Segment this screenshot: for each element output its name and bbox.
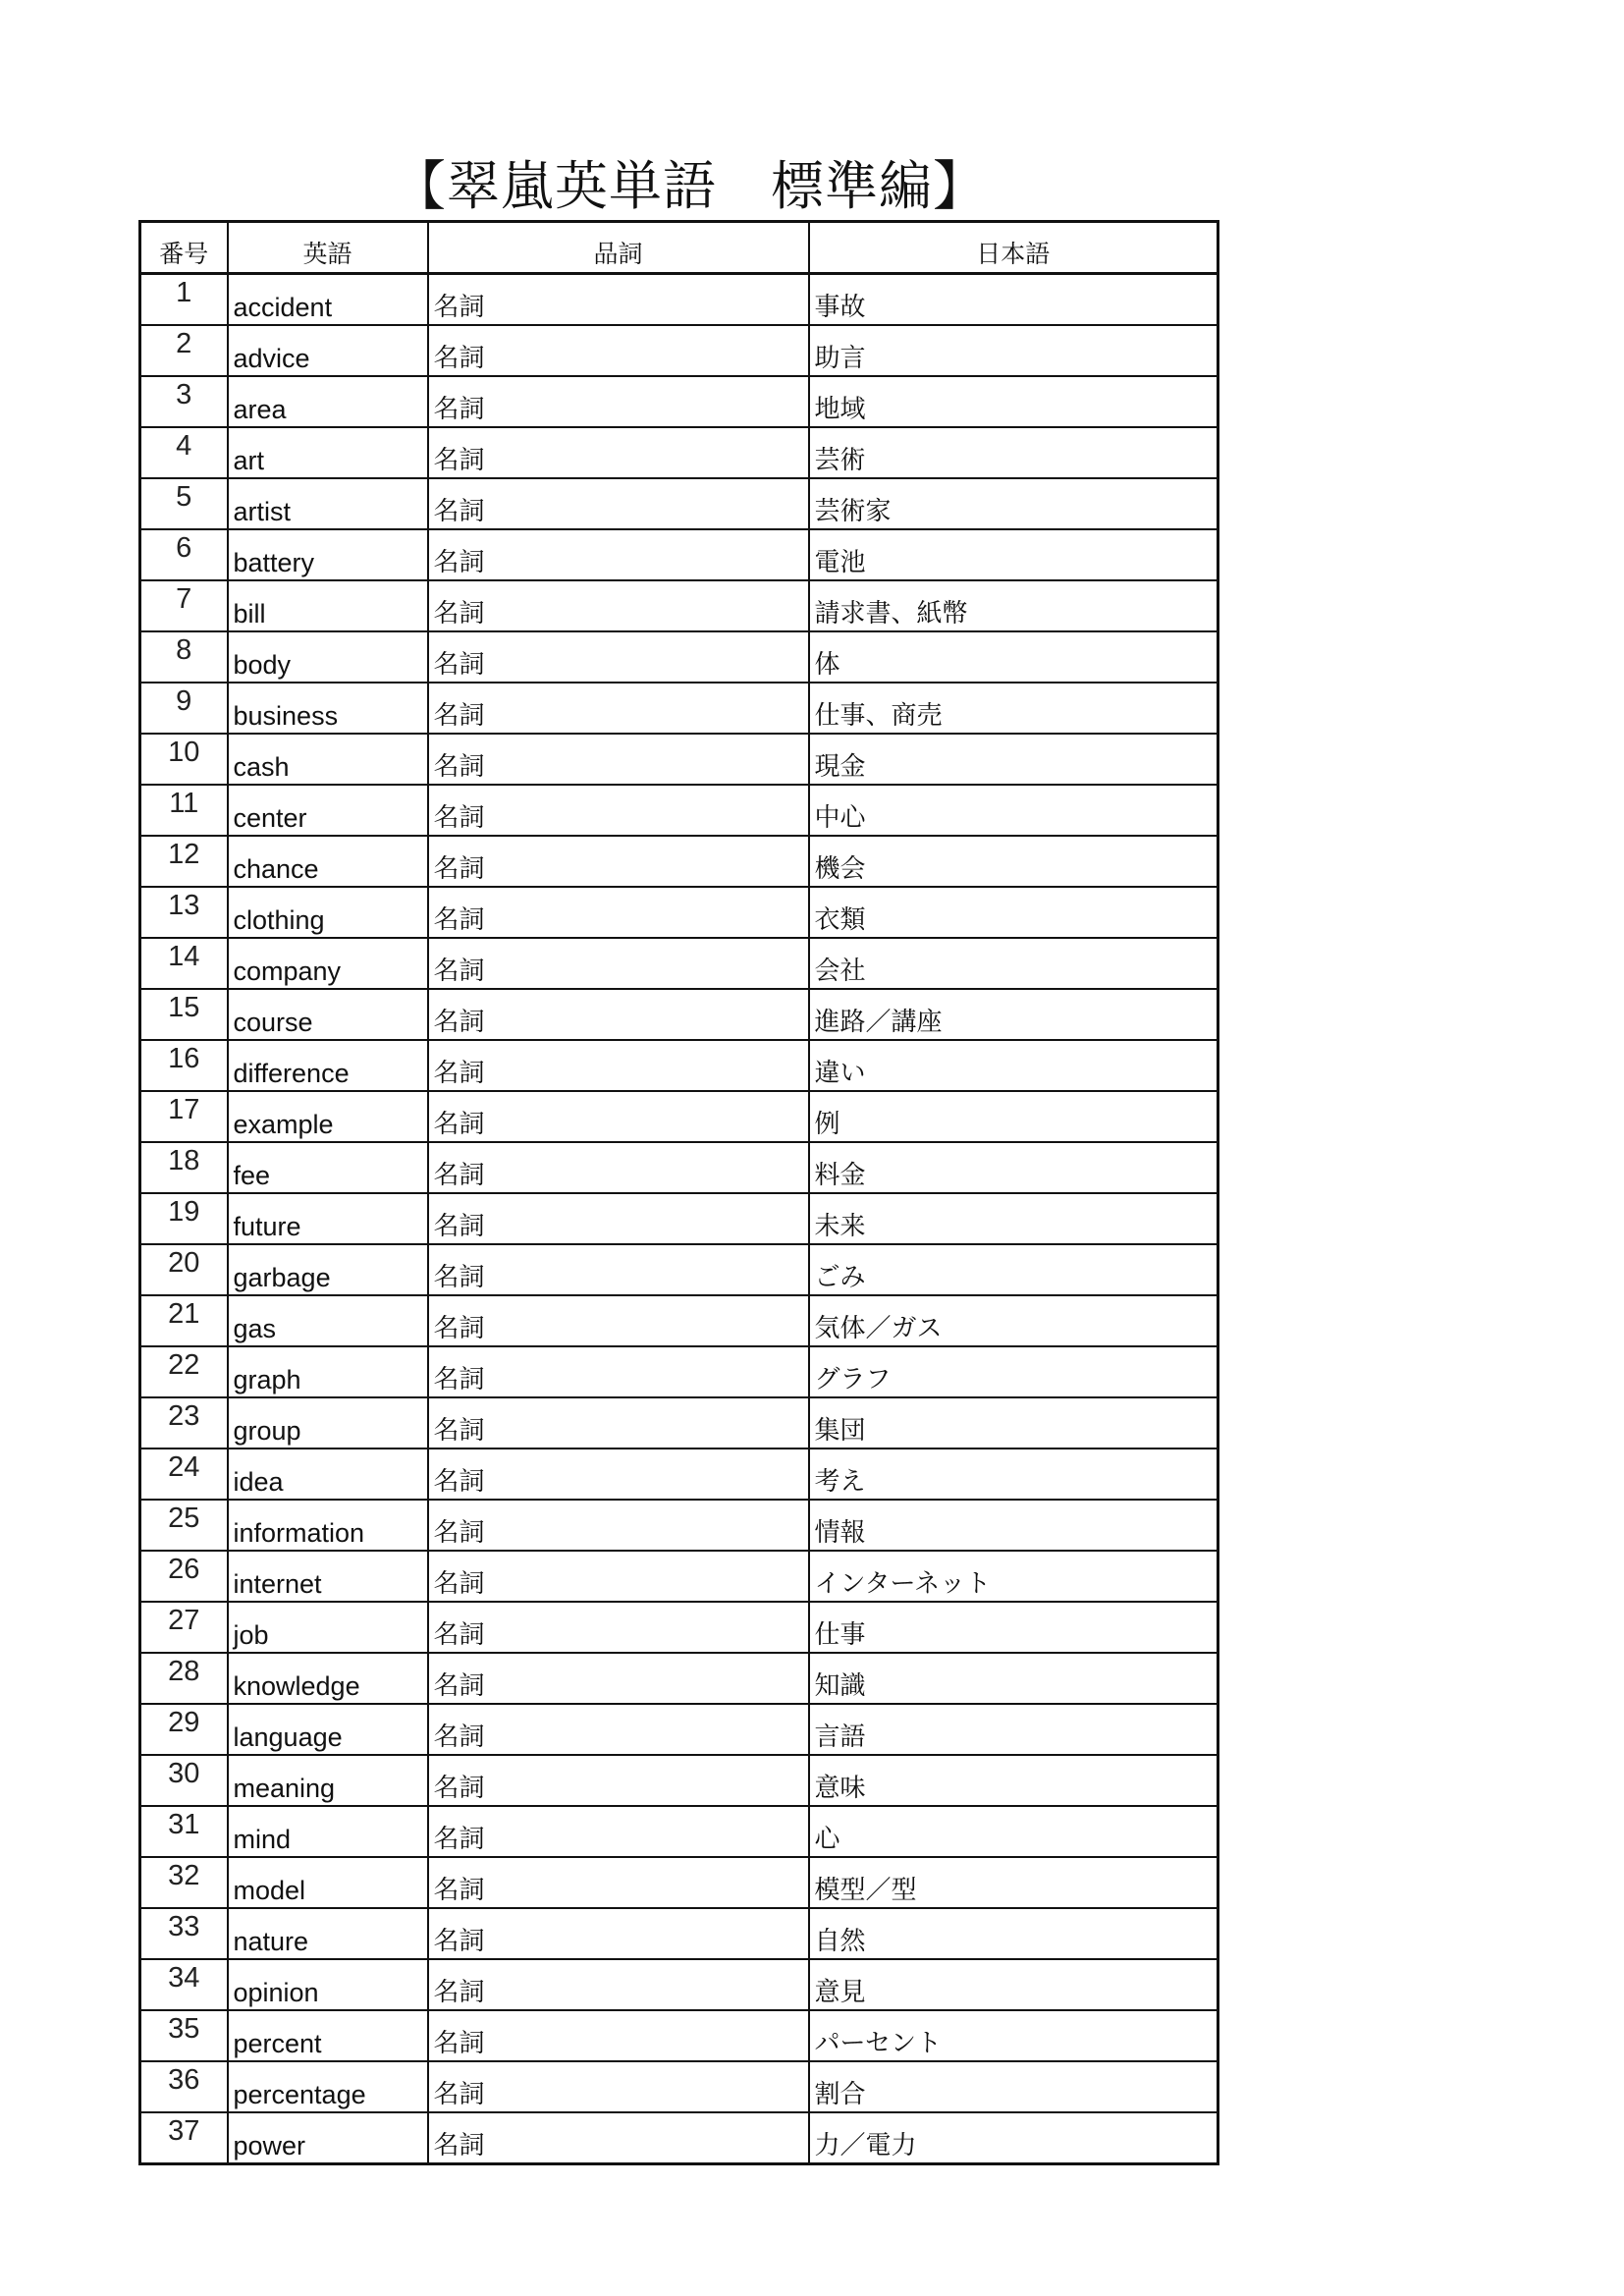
vocabulary-table	[138, 220, 1219, 2165]
part-of-speech: 名詞	[428, 1806, 809, 1857]
part-of-speech: 名詞	[428, 1704, 809, 1755]
row-number: 32	[140, 1857, 228, 1908]
part-of-speech: 名詞	[428, 1193, 809, 1244]
english-word: center	[228, 785, 428, 836]
english-word: artist	[228, 478, 428, 529]
row-number: 8	[140, 631, 228, 683]
japanese-meaning: 料金	[809, 1142, 1218, 1193]
table-row	[140, 938, 1218, 989]
row-number: 12	[140, 836, 228, 887]
english-word: language	[228, 1704, 428, 1755]
table-row	[140, 1653, 1218, 1704]
part-of-speech: 名詞	[428, 2112, 809, 2164]
table-row	[140, 580, 1218, 631]
row-number: 29	[140, 1704, 228, 1755]
english-word: chance	[228, 836, 428, 887]
japanese-meaning: 会社	[809, 938, 1218, 989]
row-number: 10	[140, 734, 228, 785]
table-row	[140, 427, 1218, 478]
japanese-meaning: 助言	[809, 325, 1218, 376]
english-word: future	[228, 1193, 428, 1244]
header-number: 番号	[140, 222, 228, 274]
part-of-speech: 名詞	[428, 1653, 809, 1704]
japanese-meaning: 仕事、商売	[809, 683, 1218, 734]
part-of-speech: 名詞	[428, 1500, 809, 1551]
part-of-speech: 名詞	[428, 1142, 809, 1193]
japanese-meaning: 機会	[809, 836, 1218, 887]
japanese-meaning: 事故	[809, 274, 1218, 326]
row-number: 15	[140, 989, 228, 1040]
part-of-speech: 名詞	[428, 580, 809, 631]
table-row	[140, 683, 1218, 734]
table-row	[140, 1857, 1218, 1908]
english-word: accident	[228, 274, 428, 326]
row-number: 30	[140, 1755, 228, 1806]
japanese-meaning: 言語	[809, 1704, 1218, 1755]
english-word: area	[228, 376, 428, 427]
part-of-speech: 名詞	[428, 325, 809, 376]
english-word: nature	[228, 1908, 428, 1959]
row-number: 33	[140, 1908, 228, 1959]
row-number: 37	[140, 2112, 228, 2164]
english-word: idea	[228, 1449, 428, 1500]
japanese-meaning: 自然	[809, 1908, 1218, 1959]
row-number: 16	[140, 1040, 228, 1091]
part-of-speech: 名詞	[428, 1959, 809, 2010]
japanese-meaning: 芸術家	[809, 478, 1218, 529]
english-word: information	[228, 1500, 428, 1551]
table-header-row	[140, 222, 1218, 274]
table-row	[140, 1193, 1218, 1244]
japanese-meaning: グラフ	[809, 1346, 1218, 1397]
row-number: 34	[140, 1959, 228, 2010]
part-of-speech: 名詞	[428, 2010, 809, 2061]
english-word: power	[228, 2112, 428, 2164]
english-word: cash	[228, 734, 428, 785]
japanese-meaning: ごみ	[809, 1244, 1218, 1295]
header-part-of-speech: 品詞	[428, 222, 809, 274]
table-row	[140, 1908, 1218, 1959]
english-word: garbage	[228, 1244, 428, 1295]
english-word: battery	[228, 529, 428, 580]
english-word: internet	[228, 1551, 428, 1602]
row-number: 17	[140, 1091, 228, 1142]
part-of-speech: 名詞	[428, 1755, 809, 1806]
row-number: 35	[140, 2010, 228, 2061]
english-word: percentage	[228, 2061, 428, 2112]
part-of-speech: 名詞	[428, 1449, 809, 1500]
english-word: knowledge	[228, 1653, 428, 1704]
part-of-speech: 名詞	[428, 1244, 809, 1295]
japanese-meaning: 違い	[809, 1040, 1218, 1091]
japanese-meaning: 割合	[809, 2061, 1218, 2112]
part-of-speech: 名詞	[428, 836, 809, 887]
table-row	[140, 274, 1218, 326]
table-row	[140, 2112, 1218, 2164]
row-number: 9	[140, 683, 228, 734]
row-number: 21	[140, 1295, 228, 1346]
part-of-speech: 名詞	[428, 427, 809, 478]
row-number: 20	[140, 1244, 228, 1295]
row-number: 28	[140, 1653, 228, 1704]
part-of-speech: 名詞	[428, 1908, 809, 1959]
row-number: 5	[140, 478, 228, 529]
english-word: example	[228, 1091, 428, 1142]
english-word: company	[228, 938, 428, 989]
english-word: opinion	[228, 1959, 428, 2010]
table-row	[140, 1397, 1218, 1449]
table-row	[140, 529, 1218, 580]
table-row	[140, 1806, 1218, 1857]
part-of-speech: 名詞	[428, 683, 809, 734]
part-of-speech: 名詞	[428, 1857, 809, 1908]
row-number: 31	[140, 1806, 228, 1857]
japanese-meaning: 地域	[809, 376, 1218, 427]
japanese-meaning: 考え	[809, 1449, 1218, 1500]
japanese-meaning: 模型／型	[809, 1857, 1218, 1908]
row-number: 11	[140, 785, 228, 836]
english-word: job	[228, 1602, 428, 1653]
row-number: 6	[140, 529, 228, 580]
japanese-meaning: パーセント	[809, 2010, 1218, 2061]
part-of-speech: 名詞	[428, 1346, 809, 1397]
part-of-speech: 名詞	[428, 1602, 809, 1653]
english-word: group	[228, 1397, 428, 1449]
japanese-meaning: 気体／ガス	[809, 1295, 1218, 1346]
japanese-meaning: 仕事	[809, 1602, 1218, 1653]
table-row	[140, 1602, 1218, 1653]
table-row	[140, 1704, 1218, 1755]
table-row	[140, 1295, 1218, 1346]
row-number: 14	[140, 938, 228, 989]
japanese-meaning: 心	[809, 1806, 1218, 1857]
english-word: difference	[228, 1040, 428, 1091]
table-row	[140, 1500, 1218, 1551]
japanese-meaning: 未来	[809, 1193, 1218, 1244]
japanese-meaning: 情報	[809, 1500, 1218, 1551]
japanese-meaning: 電池	[809, 529, 1218, 580]
table-row	[140, 1449, 1218, 1500]
japanese-meaning: 衣類	[809, 887, 1218, 938]
table-row	[140, 1755, 1218, 1806]
japanese-meaning: 力／電力	[809, 2112, 1218, 2164]
english-word: meaning	[228, 1755, 428, 1806]
english-word: art	[228, 427, 428, 478]
table-row	[140, 1142, 1218, 1193]
row-number: 36	[140, 2061, 228, 2112]
table-row	[140, 836, 1218, 887]
part-of-speech: 名詞	[428, 2061, 809, 2112]
part-of-speech: 名詞	[428, 989, 809, 1040]
part-of-speech: 名詞	[428, 478, 809, 529]
table-row	[140, 785, 1218, 836]
table-row	[140, 1346, 1218, 1397]
english-word: percent	[228, 2010, 428, 2061]
japanese-meaning: 体	[809, 631, 1218, 683]
row-number: 13	[140, 887, 228, 938]
table-row	[140, 1959, 1218, 2010]
table-row	[140, 2010, 1218, 2061]
row-number: 25	[140, 1500, 228, 1551]
japanese-meaning: 請求書、紙幣	[809, 580, 1218, 631]
part-of-speech: 名詞	[428, 887, 809, 938]
japanese-meaning: 中心	[809, 785, 1218, 836]
row-number: 2	[140, 325, 228, 376]
english-word: body	[228, 631, 428, 683]
english-word: graph	[228, 1346, 428, 1397]
japanese-meaning: 進路／講座	[809, 989, 1218, 1040]
english-word: bill	[228, 580, 428, 631]
row-number: 18	[140, 1142, 228, 1193]
table-row	[140, 631, 1218, 683]
row-number: 22	[140, 1346, 228, 1397]
row-number: 19	[140, 1193, 228, 1244]
row-number: 24	[140, 1449, 228, 1500]
row-number: 4	[140, 427, 228, 478]
table-row	[140, 325, 1218, 376]
part-of-speech: 名詞	[428, 631, 809, 683]
part-of-speech: 名詞	[428, 785, 809, 836]
part-of-speech: 名詞	[428, 1040, 809, 1091]
part-of-speech: 名詞	[428, 376, 809, 427]
japanese-meaning: 現金	[809, 734, 1218, 785]
row-number: 27	[140, 1602, 228, 1653]
part-of-speech: 名詞	[428, 1397, 809, 1449]
row-number: 26	[140, 1551, 228, 1602]
header-japanese: 日本語	[809, 222, 1218, 274]
japanese-meaning: 例	[809, 1091, 1218, 1142]
part-of-speech: 名詞	[428, 1091, 809, 1142]
english-word: fee	[228, 1142, 428, 1193]
table-row	[140, 989, 1218, 1040]
part-of-speech: 名詞	[428, 938, 809, 989]
table-body	[140, 274, 1218, 2164]
header-english: 英語	[228, 222, 428, 274]
table-row	[140, 376, 1218, 427]
table-row	[140, 1551, 1218, 1602]
english-word: clothing	[228, 887, 428, 938]
japanese-meaning: 意味	[809, 1755, 1218, 1806]
part-of-speech: 名詞	[428, 1295, 809, 1346]
japanese-meaning: 意見	[809, 1959, 1218, 2010]
row-number: 3	[140, 376, 228, 427]
table-row	[140, 478, 1218, 529]
part-of-speech: 名詞	[428, 734, 809, 785]
row-number: 7	[140, 580, 228, 631]
japanese-meaning: インターネット	[809, 1551, 1218, 1602]
table-row	[140, 1040, 1218, 1091]
table-row	[140, 887, 1218, 938]
part-of-speech: 名詞	[428, 529, 809, 580]
table-row	[140, 734, 1218, 785]
row-number: 23	[140, 1397, 228, 1449]
japanese-meaning: 集団	[809, 1397, 1218, 1449]
english-word: business	[228, 683, 428, 734]
english-word: advice	[228, 325, 428, 376]
english-word: course	[228, 989, 428, 1040]
table-row	[140, 1091, 1218, 1142]
japanese-meaning: 知識	[809, 1653, 1218, 1704]
table-row	[140, 1244, 1218, 1295]
part-of-speech: 名詞	[428, 274, 809, 326]
row-number: 1	[140, 274, 228, 326]
english-word: model	[228, 1857, 428, 1908]
english-word: mind	[228, 1806, 428, 1857]
page-title: 【翠嵐英単語 標準編】	[393, 155, 987, 217]
japanese-meaning: 芸術	[809, 427, 1218, 478]
table-row	[140, 2061, 1218, 2112]
part-of-speech: 名詞	[428, 1551, 809, 1602]
english-word: gas	[228, 1295, 428, 1346]
